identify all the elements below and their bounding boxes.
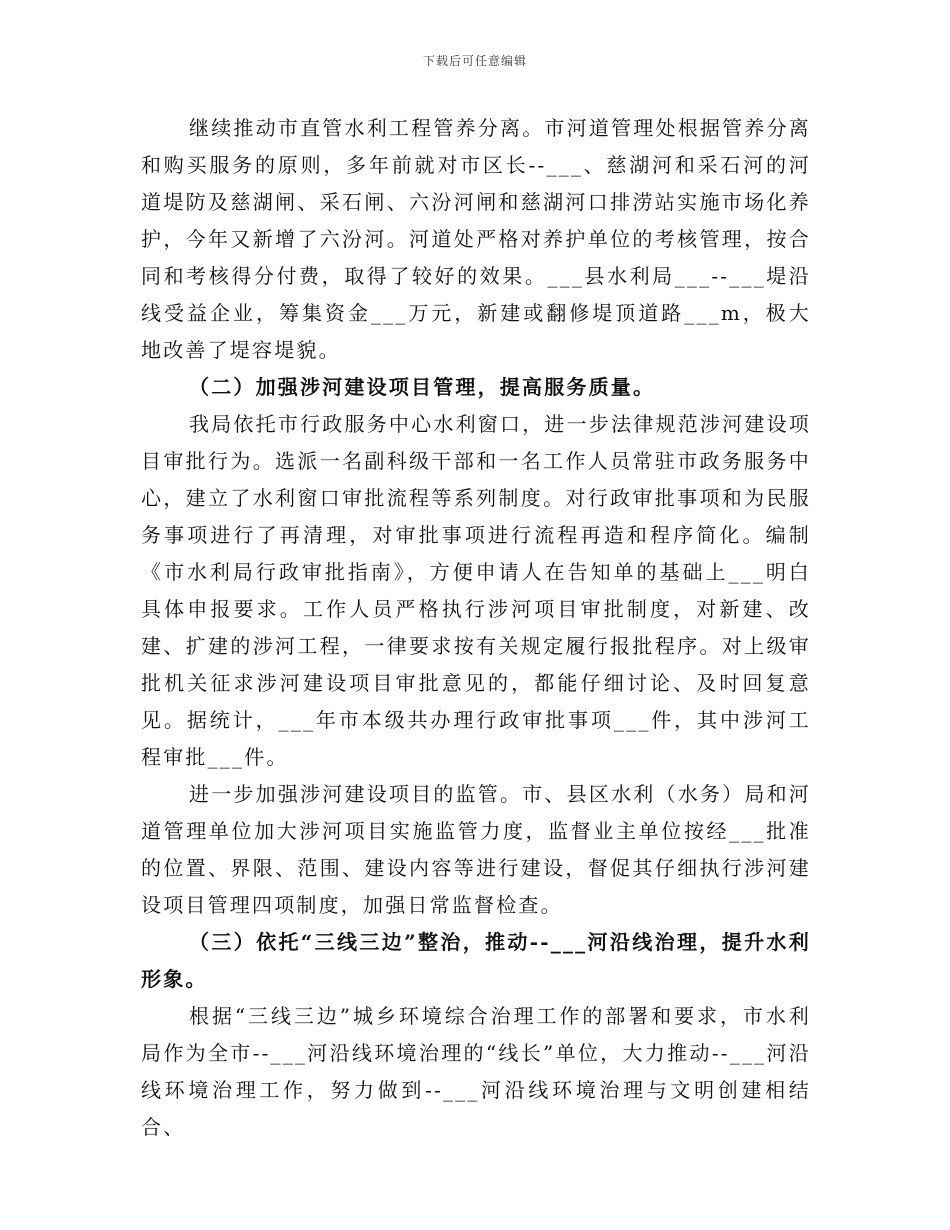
paragraph-approval-window: 我局依托市行政服务中心水利窗口，进一步法律规范涉河建设项目审批行为。选派一名副科级干部和一名工作人员常驻市政务服务中心，建立了水利窗口审批流程等系列制度。对行政审批事项和为民服务事项进行了再清理，对审批事项进行流程再造和程序简化。编制《市水利局行政审批指南》，方便申请人在告知单的基础上___明白具体申报要求。工作人员严格执行涉河项目审批制度，对新建、改建、扩建的涉河工程，一律要求按有关规定履行报批程序。对上级审批机关征求涉河建设项目审批意见的，都能仔细讨论、及时回复意见。据统计，___年市本级共办理行政审批事项___件，其中涉河工程审批___件。: [141, 412, 811, 769]
paragraph-environment-governance: 根据“三线三边”城乡环境综合治理工作的部署和要求，市水利局作为全市--___河沿线环境治理的“线长”单位，大力推动--___河沿线环境治理工作，努力做到--___河沿线环境治理与文明创建相结合、: [141, 1004, 811, 1139]
section-heading-2: （二）加强涉河建设项目管理，提高服务质量。: [189, 375, 656, 399]
paragraph-supervision: 进一步加强涉河建设项目的监管。市、县区水利（水务）局和河道管理单位加大涉河项目实施监管力度，监督业主单位按经___批准的位置、界限、范围、建设内容等进行建设，督促其仔细执行涉河建设项目管理四项制度，加强日常监督检查。: [141, 782, 811, 917]
document-body: [141, 110, 811, 1146]
header-note: 下载后可任意编辑: [422, 54, 527, 68]
paragraph-management-separation: 继续推动市直管水利工程管养分离。市河道管理处根据管养分离和购买服务的原则，多年前就对市区长--___、慈湖河和采石河的河道堤防及慈湖闸、采石闸、六汾河闸和慈湖河口排涝站实施市场化养护，今年又新增了六汾河。河道处严格对养护单位的考核管理，按合同和考核得分付费，取得了较好的效果。___县水利局___--___堤沿线受益企业，筹集资金___万元，新建或翻修堤顶道路___m，极大地改善了堤容堤貌。: [141, 116, 811, 362]
section-heading-3: （三）依托“三线三边”整治，推动--___河沿线治理，提升水利形象。: [141, 930, 811, 991]
